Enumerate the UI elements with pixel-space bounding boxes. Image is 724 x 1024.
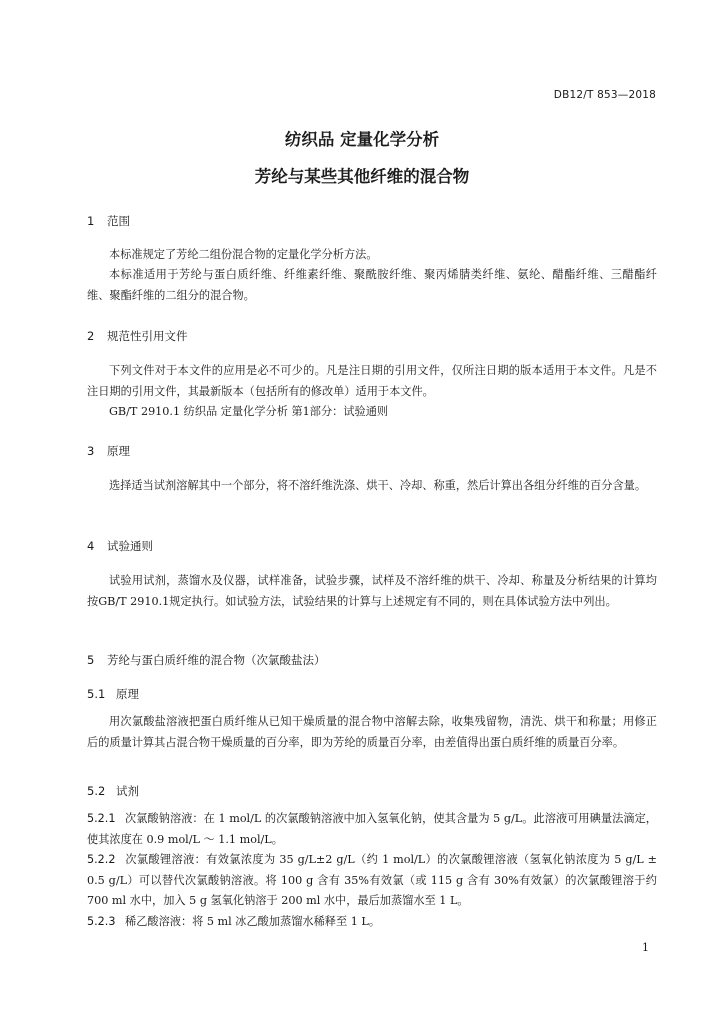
section-1-heading: [87, 213, 130, 229]
section-4-paragraph-1: 试验用试剂，蒸馏水及仪器，试样准备，试验步骤，试样及不溶纤维的烘干、冷却、称量及分析结果的计算均按GB/T 2910.1规定执行。如试验方法，试验结果的计算与上述规定有不同的，则在具体试验方法中列出。: [87, 574, 657, 608]
item-5-2-1: [87, 809, 657, 850]
section-2-reference: GB/T 2910.1 纺织品 定量化学分析 第1部分：试验通则: [109, 405, 389, 418]
item-5-2-2: [87, 850, 657, 912]
item-text: 次氯酸钠溶液：在 1 mol/L 的次氯酸钠溶液中加入氢氧化钠，使其含量为 5 g/L。此溶液可用碘量法滴定，使其浓度在 0.9 mol/L ～ 1.1 mol/L。: [87, 812, 657, 846]
section-5-1-heading: [87, 686, 139, 702]
section-1-paragraph-2: 本标准适用于芳纶与蛋白质纤维、纤维素纤维、聚酰胺纤维、聚丙烯腈类纤维、氨纶、醋酯纤维、三醋酯纤维、聚酯纤维的二组分的混合物。: [87, 268, 657, 302]
section-number: 5.2: [87, 784, 106, 798]
section-2-heading: [87, 328, 188, 344]
page-number: 1: [642, 941, 649, 954]
section-title: 试剂: [116, 784, 139, 798]
section-1-paragraph-1: 本标准规定了芳纶二组份混合物的定量化学分析方法。: [109, 248, 378, 261]
item-5-2-3: [87, 912, 657, 933]
section-title: 芳纶与蛋白质纤维的混合物（次氯酸盐法）: [107, 653, 326, 667]
item-number: 5.2.1: [87, 812, 116, 825]
section-5-heading: [87, 652, 326, 668]
section-number: 4: [87, 539, 95, 553]
item-number: 5.2.2: [87, 853, 116, 866]
section-title: 范围: [107, 214, 130, 228]
section-title: 规范性引用文件: [107, 329, 188, 343]
item-text: 稀乙酸溶液：将 5 ml 冰乙酸加蒸馏水稀释至 1 L。: [125, 915, 381, 928]
section-2-paragraph-1: 下列文件对于本文件的应用是必不可少的。凡是注日期的引用文件，仅所注日期的版本适用于本文件。凡是不注日期的引用文件，其最新版本（包括所有的修改单）适用于本文件。: [87, 364, 657, 398]
document-title-line2: 芳纶与某些其他纤维的混合物: [254, 167, 470, 186]
section-number: 5: [87, 653, 95, 667]
item-text: 次氯酸锂溶液：有效氯浓度为 35 g/L±2 g/L（约 1 mol/L）的次氯酸锂溶液（氢氧化钠浓度为 5 g/L ± 0.5 g/L）可以替代次氯酸钠溶液。将 100 g 含有 35%有效氯（或 115 g 含有 30%有效氯）的次氯酸锂溶于约 700 ml 水中，加入 5 g 氢氧化钠溶于 200 ml 水中，最后加蒸馏水至 1 L。: [87, 853, 657, 907]
section-number: 2: [87, 329, 95, 343]
section-5-2-heading: [87, 783, 139, 799]
item-number: 5.2.3: [87, 915, 116, 928]
section-3-heading: [87, 443, 130, 459]
section-title: 原理: [116, 687, 139, 701]
section-title: 原理: [107, 444, 130, 458]
section-number: 1: [87, 214, 95, 228]
section-title: 试验通则: [107, 539, 153, 553]
document-title-line1: 纺织品 定量化学分析: [284, 130, 440, 149]
section-4-heading: [87, 538, 153, 554]
standard-code: DB12/T 853—2018: [553, 89, 656, 101]
section-3-paragraph-1: 选择适当试剂溶解其中一个部分，将不溶纤维洗涤、烘干、冷却、称重，然后计算出各组分纤维的百分含量。: [109, 479, 647, 492]
section-number: 5.1: [87, 687, 106, 701]
section-5-1-paragraph-1: 用次氯酸盐溶液把蛋白质纤维从已知干燥质量的混合物中溶解去除，收集残留物，清洗、烘干和称量；用修正后的质量计算其占混合物干燥质量的百分率，即为芳纶的质量百分率，由差值得出蛋白质纤维的质量百分率。: [87, 715, 657, 749]
section-number: 3: [87, 444, 95, 458]
